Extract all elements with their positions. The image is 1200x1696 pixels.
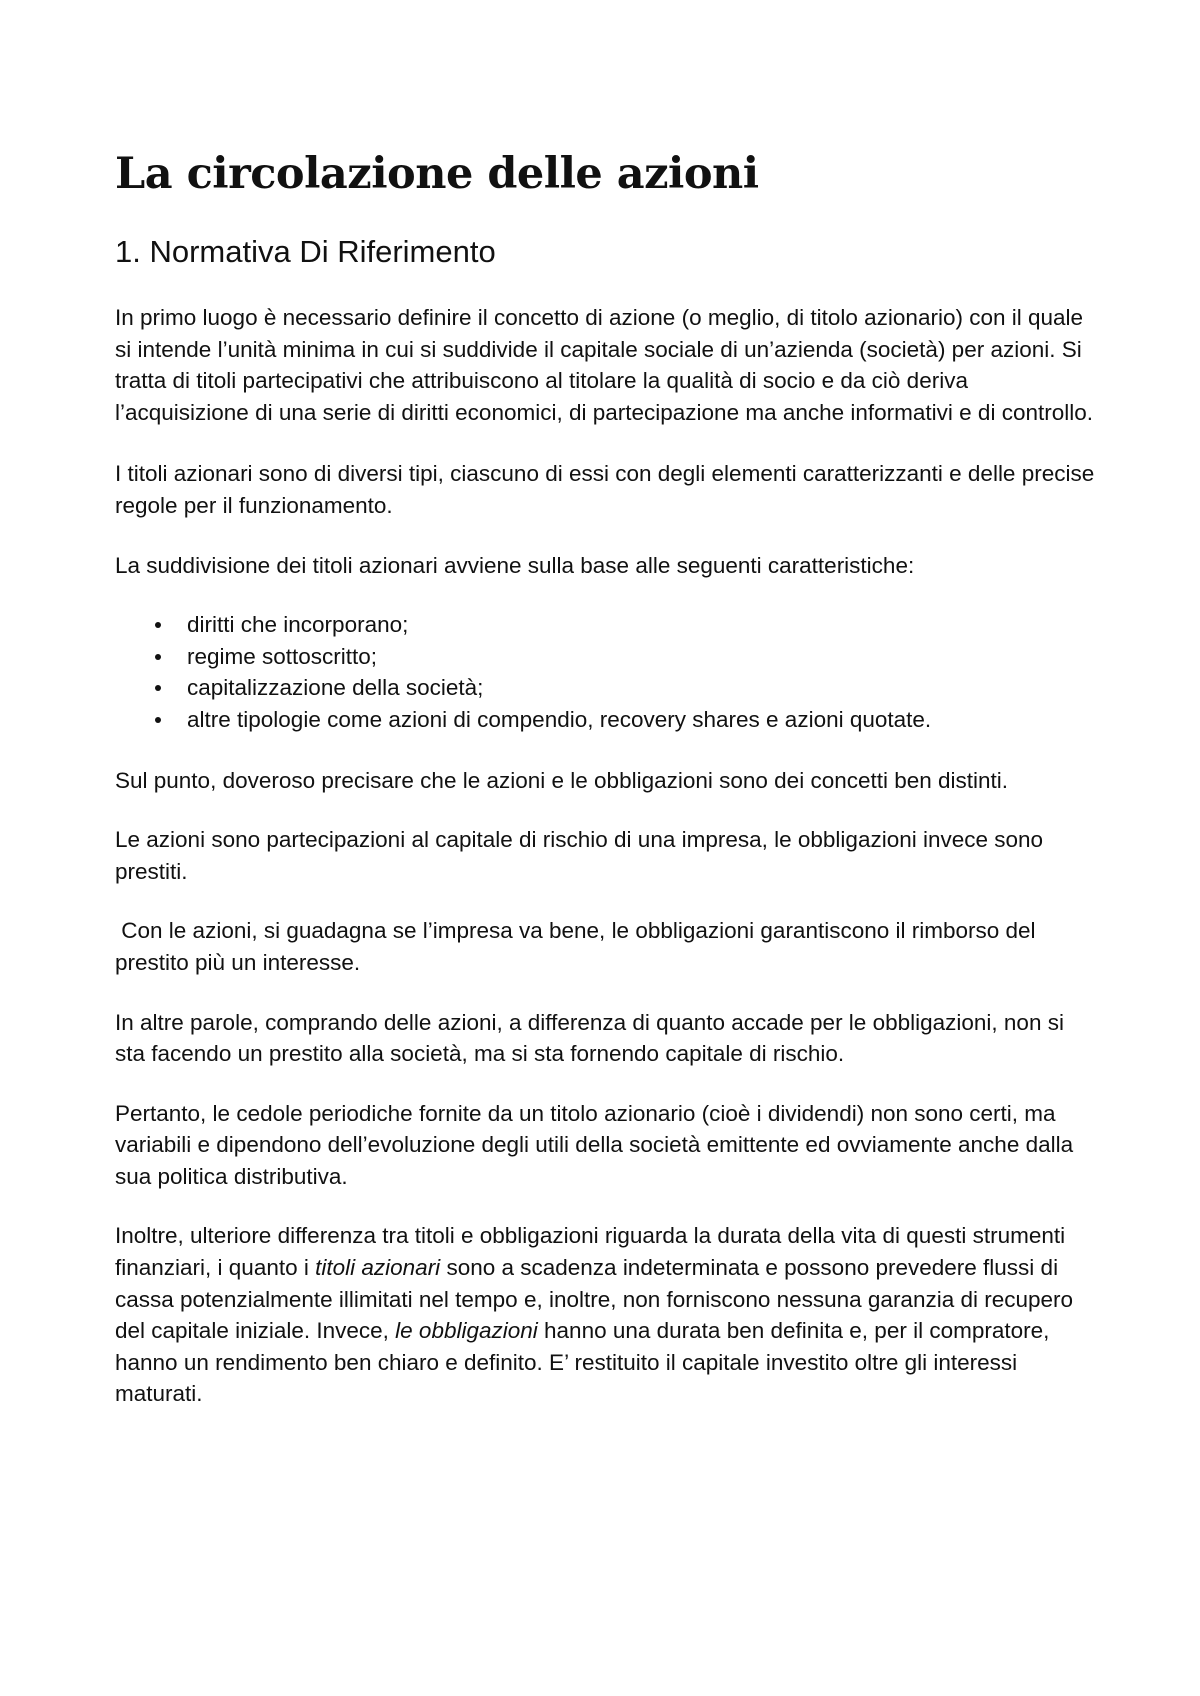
paragraph-duration-part2: sono a scadenza indeterminata e possono prevedere flussi di cassa potenzialmente illimitati nel tempo e, inoltre, non forniscono nessuna garanzia di recupero del capitale iniziale. Invece,: [115, 1255, 1074, 1344]
italic-obbligazioni: le obbligazioni: [395, 1318, 538, 1344]
list-item-text: diritti che incorporano;: [187, 612, 409, 638]
paragraph-dividends: Pertanto, le cedole periodiche fornite da un titolo azionario (cioè i dividendi) non sono certi, ma variabili e dipendono dell’evoluzione degli utili della società emittente ed ovviamente anche dalla sua politica distributiva.: [115, 1100, 1074, 1189]
paragraph-duration-part3: hanno una durata ben definita e, per il compratore, hanno un rendimento ben chiaro e definito. E’ restituito il capitale investito oltre gli interessi maturati.: [115, 1318, 1050, 1407]
paragraph-types: I titoli azionari sono di diversi tipi, ciascuno di essi con degli elementi caratterizzanti e delle precise regole per il funzionamento.: [115, 461, 1095, 518]
paragraph-distinction: Sul punto, doveroso precisare che le azioni e le obbligazioni sono dei concetti ben distinti.: [115, 767, 1009, 793]
bullet-icon: [155, 685, 161, 691]
list-item: [115, 704, 1100, 736]
list-item: [115, 609, 1100, 641]
document-body: [115, 302, 1100, 1438]
bullet-icon: [155, 654, 161, 660]
paragraph-definition: In primo luogo è necessario definire il concetto di azione (o meglio, di titolo azionario) con il quale si intende l’unità minima in cui si suddivide il capitale sociale di un’azienda (società) per azioni. Si tratta di titoli partecipativi che attribuiscono al titolare la qualità di socio e da ciò deriva l’acquisizione di una serie di diritti economici, di partecipazione ma anche informativi e di controllo.: [115, 305, 1093, 425]
list-item-text: capitalizzazione della società;: [187, 675, 484, 701]
paragraph-subdivision: La suddivisione dei titoli azionari avviene sulla base alle seguenti caratteristiche:: [115, 552, 915, 578]
list-item: [115, 641, 1100, 673]
paragraph-gains: Con le azioni, si guadagna se l’impresa va bene, le obbligazioni garantiscono il rimborso del prestito più un interesse.: [115, 918, 1042, 975]
paragraph-duration: [115, 1220, 1100, 1410]
document-title: La circolazione delle azioni: [115, 149, 759, 199]
section-heading: 1. Normativa Di Riferimento: [115, 234, 496, 269]
list-item: [115, 672, 1100, 704]
bullet-icon: [155, 717, 161, 723]
characteristics-list: [115, 609, 1100, 735]
bullet-icon: [155, 622, 161, 628]
italic-titoli-azionari: titoli azionari: [315, 1255, 441, 1281]
paragraph-shares-vs-bonds: Le azioni sono partecipazioni al capitale di rischio di una impresa, le obbligazioni invece sono prestiti.: [115, 827, 1044, 884]
paragraph-risk-capital: In altre parole, comprando delle azioni, a differenza di quanto accade per le obbligazioni, non si sta facendo un prestito alla società, ma si sta fornendo capitale di rischio.: [115, 1009, 1064, 1067]
paragraph-duration-part1: Inoltre, ulteriore differenza tra titoli e obbligazioni riguarda la durata della vita di questi strumenti finanziari, i quanto i: [115, 1223, 1066, 1281]
list-item-text: regime sottoscritto;: [187, 643, 378, 669]
list-item-text: altre tipologie come azioni di compendio, recovery shares e azioni quotate.: [187, 706, 932, 732]
